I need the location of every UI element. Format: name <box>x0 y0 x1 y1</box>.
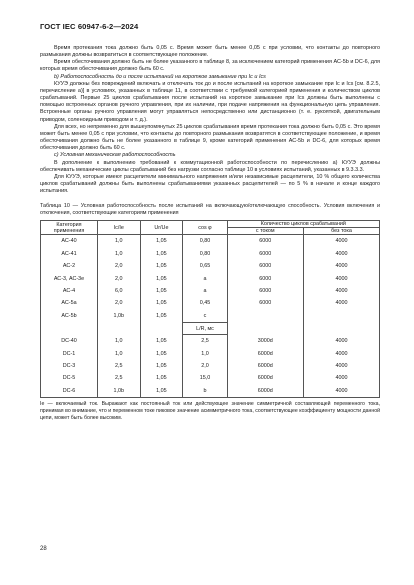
table-cell: 4000 <box>303 360 379 372</box>
paragraph: КУУЭ должны без повреждений включать и отключать ток до и после испытаний на короткое замыкание при Ic и Ics [см. 8.2.5, перечисление a)] в условиях, указанных в таблице 11, в соответствии с требуемой категорией применения и количеством циклов срабатываний. Первые 25 циклов срабатывания после испытаний на короткое замыкание при Ics должны быть выполнены с помощью встроенных органов ручного управления, при их наличии, при подаче напряжения на функциональную цепь управления. Встроенные органы ручного управления могут управляться непосредственно или дистанционно (т. е. рукояткой, двигательным приводом, соленоидным приводом и т. д.). <box>40 80 380 123</box>
table-cell: a <box>183 285 227 297</box>
table-cell: 0,45 <box>183 297 227 309</box>
table-cell: 2,5 <box>97 360 140 372</box>
table-cell <box>227 323 303 335</box>
table-cell: 6000d <box>227 360 303 372</box>
paragraph: Время протекания тока должно быть 0,05 с. Время может быть менее 0,05 с при условии, что контакты до повторного размыкания должны возвратиться в соответствующее положение. <box>40 45 380 59</box>
table-row <box>41 335 380 348</box>
header-ur: Ur/Ue <box>140 221 183 235</box>
header-ie: Ic/Ie <box>97 221 140 235</box>
table-cell: 6000 <box>227 272 303 284</box>
table-cell: DC-6 <box>41 385 98 398</box>
header-category: Категория применения <box>41 221 98 235</box>
table-cell: 3000d <box>227 335 303 348</box>
table-cell: 1,05 <box>140 372 183 384</box>
table-cell: АС-3, АС-3е <box>41 272 98 284</box>
table-cell <box>140 323 183 335</box>
table-cell: 1,05 <box>140 347 183 359</box>
table-cell: 4000 <box>303 272 379 284</box>
header-without-current: без тока <box>303 228 379 235</box>
table-cell: DC-3 <box>41 360 98 372</box>
table-cell: АС-41 <box>41 248 98 260</box>
table-cell: 4000 <box>303 297 379 309</box>
table-10 <box>40 220 380 398</box>
table-cell: 1,0 <box>97 248 140 260</box>
table-cell: 2,0 <box>97 260 140 272</box>
table-cell: 1,05 <box>140 385 183 398</box>
paragraph: Для всех, но непременно для вышеупомянутых 25 циклов срабатывания время протекания тока должно быть 0,05 с. Это время может быть менее 0,05 с при условии, что контакты до повторного размыкания возвратятся в соответствующее положение, и время обесточивания должно быть не более указанного в таблице 9, кроме категорий применения АС-5b и DC-6, для которых время обесточивания должно быть 60 с. <box>40 123 380 152</box>
table-cell <box>227 310 303 323</box>
table-cell: 2,0 <box>183 360 227 372</box>
table-row <box>41 360 380 372</box>
page-number: 28 <box>40 546 47 552</box>
table-cell: АС-4 <box>41 285 98 297</box>
table-cell: 1,05 <box>140 248 183 260</box>
table-footnote: Ie — включаемый ток. Выражают как постоянный ток или действующее значение симметричной составляющей переменного тока, принимая во внимание, что и переменном токе пиковое значение асимметричного тока, соответствующее коэффициенту мощности данной цепи, может быть более высоким. <box>40 400 380 421</box>
table-cell: 4000 <box>303 372 379 384</box>
table-cell: 4000 <box>303 335 379 348</box>
table-cell: 4000 <box>303 347 379 359</box>
table-row <box>41 297 380 309</box>
table-row <box>41 248 380 260</box>
table-row <box>41 385 380 398</box>
table-row <box>41 260 380 272</box>
page-header: ГОСТ IEC 60947-6-2—2024 <box>40 22 139 31</box>
section-heading: c) Условная механическая работоспособность <box>54 152 176 159</box>
table-cell: 1,05 <box>140 310 183 323</box>
table-cell: 2,0 <box>97 297 140 309</box>
table-cell: 6000d <box>227 385 303 398</box>
table-cell: 0,80 <box>183 248 227 260</box>
table-cell: b <box>183 385 227 398</box>
table-cell: 6000 <box>227 235 303 248</box>
table-cell <box>41 323 98 335</box>
table-cell <box>303 323 379 335</box>
table-cell: 2,5 <box>183 335 227 348</box>
header-cycles: Количество циклов срабатываний <box>227 221 379 228</box>
table-cell: АС-5b <box>41 310 98 323</box>
table-cell: 1,05 <box>140 285 183 297</box>
table-row <box>41 285 380 297</box>
table-cell: АС-5а <box>41 297 98 309</box>
paragraph: Время обесточивания должно быть не более указанного в таблице 8, за исключением категорий применения АС-5b и DC-6, для которых время обесточивания должно быть 60 с. <box>40 59 380 73</box>
table-row <box>41 310 380 323</box>
table-cell: 6000 <box>227 248 303 260</box>
table-cell: 1,0b <box>97 310 140 323</box>
table-cell: 0,65 <box>183 260 227 272</box>
section-heading: b) Работоспособность до и после испытаний на короткое замыкание при Ic и Ics <box>54 73 266 80</box>
table-cell <box>97 323 140 335</box>
table-subheader-row <box>41 323 380 335</box>
table-cell: 1,05 <box>140 360 183 372</box>
table-cell: DC-5 <box>41 372 98 384</box>
table-cell: 1,0 <box>97 335 140 348</box>
table-cell: 6000 <box>227 260 303 272</box>
table-cell: 6000d <box>227 372 303 384</box>
table-cell: 6000 <box>227 285 303 297</box>
table-cell: 1,0 <box>97 347 140 359</box>
table-cell: a <box>183 272 227 284</box>
table-cell: 4000 <box>303 260 379 272</box>
table-cell: 1,0 <box>97 235 140 248</box>
header-lr: L/R, мс <box>183 323 227 335</box>
table-row <box>41 347 380 359</box>
header-cos: cos φ <box>183 221 227 235</box>
table-cell: АС-2 <box>41 260 98 272</box>
table-row <box>41 372 380 384</box>
table-cell: DC-40 <box>41 335 98 348</box>
table-cell: 4000 <box>303 235 379 248</box>
table-cell: 1,05 <box>140 335 183 348</box>
table-cell <box>303 310 379 323</box>
table-cell: 4000 <box>303 285 379 297</box>
table-cell: 4000 <box>303 248 379 260</box>
table-cell: 1,05 <box>140 260 183 272</box>
paragraph: В дополнение к выполнению требований к коммутационной работоспособности по перечислению a) КУУЭ должны обеспечивать механические циклы срабатываний без нагрузки согласно таблице 10 в условиях испытаний, указанных в 9.3.3.3. <box>40 159 380 173</box>
table-cell: 2,5 <box>97 372 140 384</box>
table-cell: 1,05 <box>140 272 183 284</box>
paragraph: Для КУУЭ, которые имеют расцепители минимального напряжения и/или независимые расцепители, 10 % общего количества циклов срабатываний должны быть выполнены срабатываниями указанных расцепителей — по 5 % в начале и конце каждого испытания. <box>40 173 380 195</box>
table-cell: 0,80 <box>183 235 227 248</box>
table-cell: 4000 <box>303 385 379 398</box>
header-with-current: с током <box>227 228 303 235</box>
table-cell: 6000 <box>227 297 303 309</box>
table-cell: DC-1 <box>41 347 98 359</box>
table-cell: 2,0 <box>97 272 140 284</box>
table-cell: 1,0 <box>183 347 227 359</box>
body-text <box>40 45 380 195</box>
table-caption: Таблица 10 — Условная работоспособность после испытаний на включающую/отключающую способность. Условия включения и отключения, соответствующие категориям применения <box>40 203 380 217</box>
table-cell: 15,0 <box>183 372 227 384</box>
table-cell: c <box>183 310 227 323</box>
table-cell: 6,0 <box>97 285 140 297</box>
table-row <box>41 235 380 248</box>
table-cell: 1,05 <box>140 297 183 309</box>
table-cell: 1,0b <box>97 385 140 398</box>
table-cell: 6000d <box>227 347 303 359</box>
table-row <box>41 272 380 284</box>
table-cell: 1,05 <box>140 235 183 248</box>
table-cell: АС-40 <box>41 235 98 248</box>
